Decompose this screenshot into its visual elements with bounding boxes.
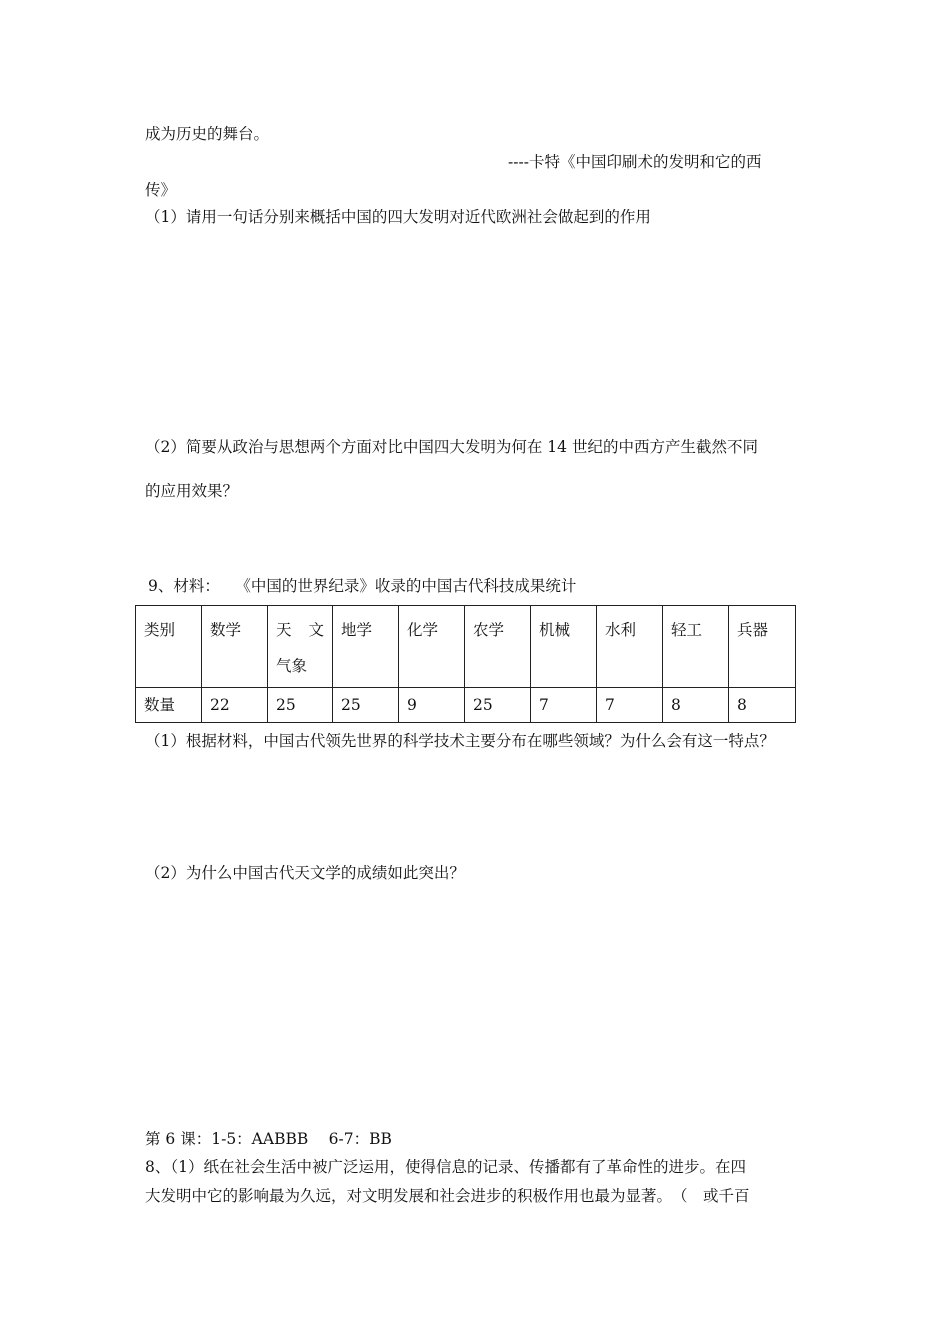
table-cell-count: 7: [597, 688, 663, 723]
table-header-category: 类别: [136, 606, 202, 688]
question-9-part-2: （2）为什么中国古代天文学的成绩如此突出？: [145, 864, 465, 882]
table-cell-category: 轻工: [663, 606, 729, 688]
table-cell-category-astronomy: [268, 606, 333, 688]
passage-attribution: ----卡特《中国印刷术的发明和它的西: [508, 153, 762, 171]
table-cell-category: 地学: [333, 606, 399, 688]
table-row-category: [136, 606, 796, 688]
table-row-count: [136, 688, 796, 723]
statistics-table: [135, 605, 796, 723]
astronomy-char-1: 天: [276, 621, 292, 639]
table-cell-count: 22: [202, 688, 268, 723]
table-cell-count: 25: [333, 688, 399, 723]
question-8-part-2-line-1: （2）简要从政治与思想两个方面对比中国四大发明为何在 14 世纪的中西方产生截然不同: [145, 438, 758, 456]
table-cell-count: 25: [465, 688, 531, 723]
answer-8-line-1: 8、（1）纸在社会生活中被广泛运用，使得信息的记录、传播都有了革命性的进步。在四: [145, 1158, 746, 1176]
table-header-count: 数量: [136, 688, 202, 723]
question-8-part-2-line-2: 的应用效果？: [145, 482, 239, 500]
table-cell-category: 化学: [399, 606, 465, 688]
table-cell-category: 农学: [465, 606, 531, 688]
astronomy-char-2: 文: [308, 621, 324, 639]
question-8-part-1: （1）请用一句话分别来概括中国的四大发明对近代欧洲社会做起到的作用: [145, 208, 651, 226]
table-cell-count: 9: [399, 688, 465, 723]
table-cell-category: 数学: [202, 606, 268, 688]
passage-attribution-cont: 传》: [145, 181, 177, 199]
table-cell-category: 机械: [531, 606, 597, 688]
answer-lesson-6: 第 6 课：1-5：AABBB 6-7：BB: [145, 1130, 392, 1148]
question-9-part-1: （1）根据材料，中国古代领先世界的科学技术主要分布在哪些领域？为什么会有这一特点？: [145, 732, 775, 750]
passage-line: 成为历史的舞台。: [145, 125, 270, 143]
table-cell-category: 水利: [597, 606, 663, 688]
table-cell-count: 25: [268, 688, 333, 723]
table-cell-count: 8: [663, 688, 729, 723]
table-cell-count: 8: [729, 688, 796, 723]
answer-8-line-2: 大发明中它的影响最为久远，对文明发展和社会进步的积极作用也最为显著。 （ 或千百: [145, 1187, 750, 1205]
question-9-title: 9、材料： 《中国的世界纪录》收录的中国古代科技成果统计: [148, 577, 577, 595]
astronomy-char-3: 气象: [276, 657, 308, 675]
table-cell-category: 兵器: [729, 606, 796, 688]
table-cell-count: 7: [531, 688, 597, 723]
